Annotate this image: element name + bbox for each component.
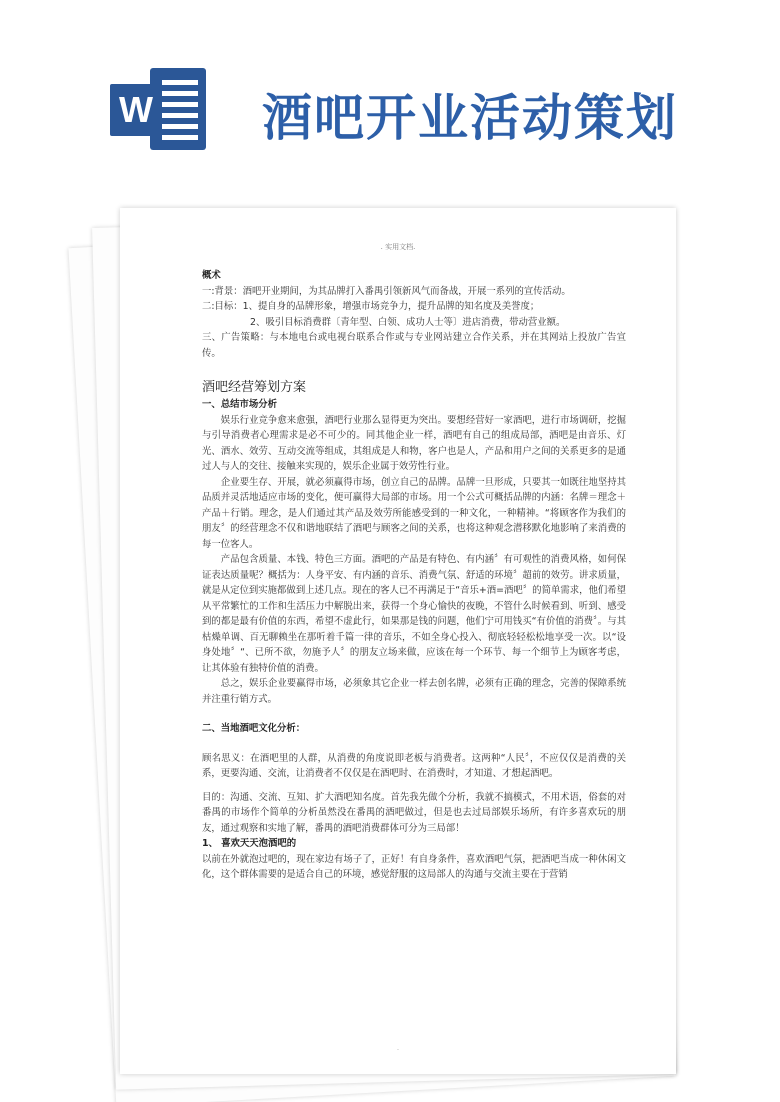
section1-heading: 一、总结市场分析 [202, 399, 278, 410]
section1-paragraph: 产品包含质量、本钱、特色三方面。酒吧的产品是有特色、有内涵〞有可观性的消费风格，如何保证表达质量呢？概括为：人身平安、有内涵的音乐、消费气氛、舒适的环境〞超前的效劳。讲求质量，就是从定位到实施都做到上述几点。现在的客人已不再满足于“音乐+酒=酒吧〞的简单需求，他们希望从平常繁忙的工作和生活压力中解脱出来，获得一个身心愉快的夜晚，不管什么时候看到、听到、感受到的都是最有价值的东西，希望不虚此行，如果那是钱的问题，他们宁可用钱买“有价值的消费〞。与其枯燥单调、百无聊赖坐在那听着千篇一律的音乐，不如全身心投入、彻底轻轻松松地享受一次。以“设身处地〞“、已所不欲，勿施予人〞的朋友立场来做，应该在每一个环节、每一个细节上为顾客考虑，让其体验有独特价值的消费。 [202, 554, 626, 674]
plan-title: 酒吧经营筹划方案 [202, 380, 307, 395]
spacer [202, 782, 626, 790]
svg-text:W: W [119, 89, 153, 130]
section2-subheading: 1、 喜欢天天泡酒吧的 [202, 838, 297, 849]
section1-paragraph: 总之，娱乐企业要赢得市场，必须象其它企业一样去创名牌，必须有正确的理念，完善的保障系统并注重行销方式。 [202, 678, 626, 705]
page-footer-text: . [396, 1043, 400, 1052]
document-page[interactable] [120, 208, 676, 1074]
section2-paragraph: 顾名思义：在酒吧里的人群，从消费的角度说即老板与消费者。这两种“人民〞，不应仅仅是消费的关系，更要沟通、交流，让消费者不仅仅是在酒吧时、在消费时，才知道、才想起酒吧。 [202, 752, 626, 779]
document-content [202, 268, 626, 883]
section2-heading: 二、当地酒吧文化分析： [202, 723, 306, 734]
overview-line: 2、吸引目标消费群〔青年型、白领、成功人士等〕进店消费，带动营业额。 [250, 316, 566, 328]
overview-line: 三、广告策略：与本地电台或电视台联系合作或与专业网站建立合作关系，并在其网站上投放广告宣传。 [202, 332, 626, 359]
section2-paragraph: 目的：沟通、交流、互知、扩大酒吧知名度。首先我先做个分析，我就不搞模式，不用术语，俗套的对番禺的市场作个简单的分析虽然没在番禺的酒吧做过，但是也去过局部娱乐场所，有许多喜欢玩的朋友，通过观察和实地了解，番禺的酒吧消费群体可分为三局部！ [202, 791, 626, 834]
overview-heading: 概术 [202, 270, 221, 281]
spacer [202, 737, 626, 751]
spacer [202, 707, 626, 721]
overview-line: 二:目标：1、提自身的品牌形象，增强市场竞争力，提升品牌的知名度及美誉度； [202, 301, 540, 312]
section1-paragraph: 企业要生存、开展，就必须赢得市场，创立自己的品牌。品牌一旦形成，只要其一如既往地坚持其品质并灵活地适应市场的变化，便可赢得大局部的市场。用一个公式可概括品牌的内涵：名牌＝理念＋产品＋行销。理念，是人们通过其产品及效劳所能感受到的一种文化，一种精神。“将顾客作为我们的朋友〞的经营理念不仅和谐地联结了酒吧与顾客之间的关系，也将这种观念潜移默化地影响了来消费的每一位客人。 [202, 476, 626, 550]
section2-sub-paragraph: 以前在外就泡过吧的，现在家边有场子了，正好！有自身条件，喜欢酒吧气氛，把酒吧当成一种休闲文化，这个群体需要的是适合自己的环境，感觉舒服的这局部人的沟通与交流主要在于营销 [202, 853, 626, 880]
section1-paragraph: 娱乐行业竞争愈来愈强，酒吧行业那么显得更为突出。要想经营好一家酒吧，进行市场调研，挖掘与引导消费者心理需求是必不可少的。同其他企业一样，酒吧有自己的组成局部，酒吧是由音乐、灯光、酒水、效劳、互动交流等组成，其组成是人和物，客户也是人，产品和用户之间的关系更多的是通过人与人的交往、接触来实现的，娱乐企业属于效劳性行业。 [202, 414, 626, 472]
overview-line: 一:背景：酒吧开业期间，为其品牌打入番禺引领新风气而备战，开展一系列的宣传活动。 [202, 285, 571, 297]
page-title: 酒吧开业活动策划 [262, 88, 678, 147]
page-header-text: . 实用文档. [380, 243, 416, 251]
